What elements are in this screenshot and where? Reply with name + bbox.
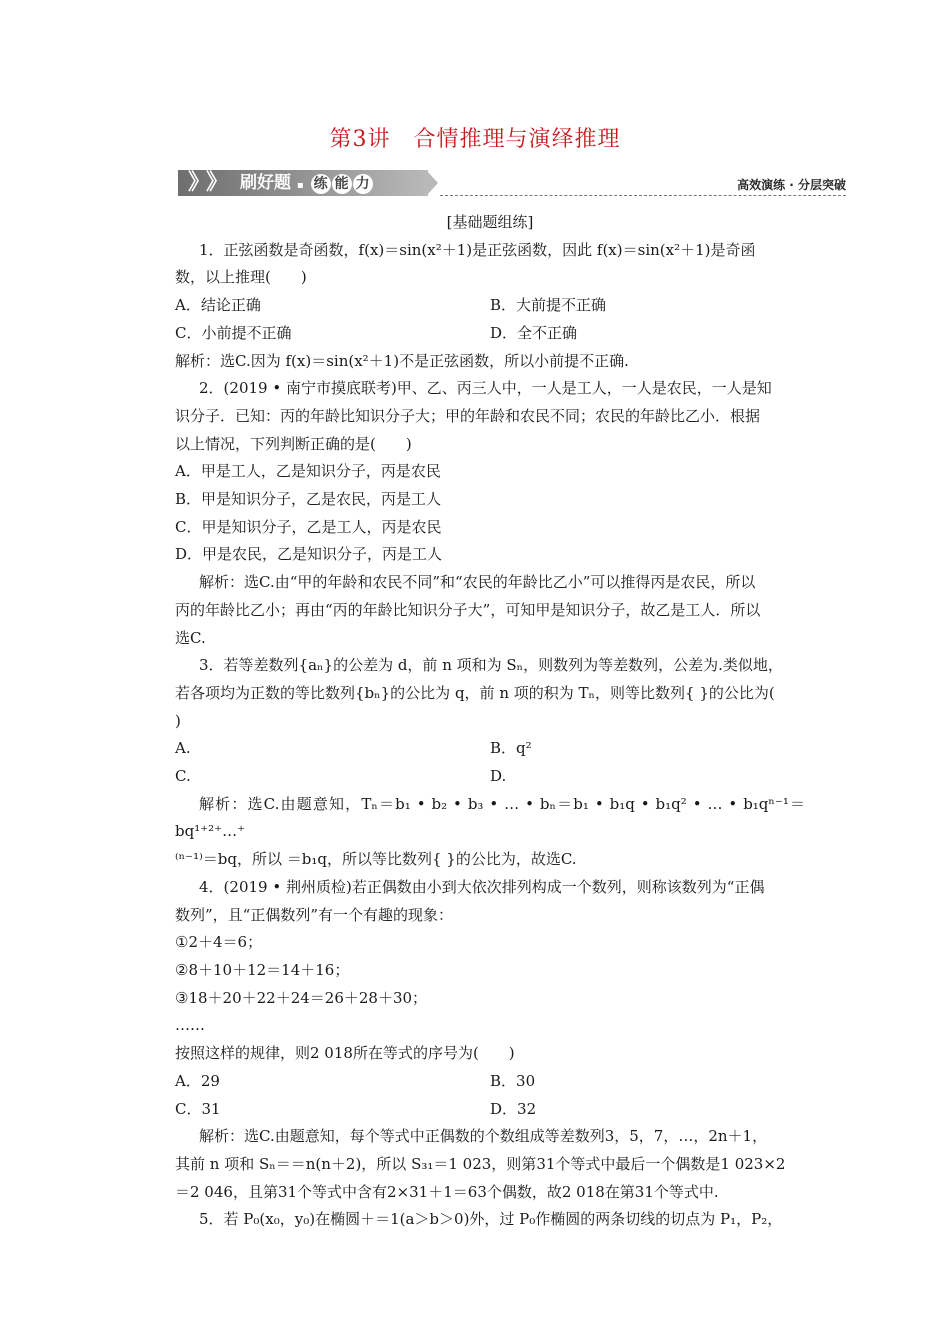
section-heading: [基础题组练] (446, 213, 534, 231)
options-row (175, 1068, 805, 1096)
banner-left-label (240, 170, 373, 196)
page-title: 第3讲 合情推理与演绎推理 (329, 127, 621, 152)
options-row (175, 763, 805, 791)
equation-line: ①2＋4＝6； (175, 933, 263, 952)
banner-right-label: 高效演练 · 分层突破 (737, 178, 846, 192)
text-line: 1．正弦函数是奇函数，f(x)＝sin(x²＋1)是正弦函数，因此 f(x)＝sin(x²＋1)是奇函 (199, 240, 756, 259)
option: C．甲是知识分子，乙是工人，丙是农民 (175, 517, 442, 536)
solution-line: 选C. (175, 628, 206, 647)
option: A．29 (175, 1071, 220, 1090)
option: C．小前提不正确 (175, 323, 292, 342)
option: D. (490, 767, 507, 786)
solution-line: 解析：选C.因为 f(x)＝sin(x²＋1)不是正弦函数，所以小前提不正确. (175, 351, 629, 370)
banner-rule (440, 195, 846, 196)
banner-label-a: 刷好题 (240, 173, 291, 193)
options-row (175, 320, 805, 348)
option: A．结论正确 (175, 296, 261, 315)
equation-line: ③18＋20＋22＋24＝26＋28＋30； (175, 988, 428, 1007)
text-line: 5．若 P₀(x₀，y₀)在椭圆＋＝1(a＞b＞0)外，过 P₀作椭圆的两条切线的切点为 P₁，P₂， (199, 1210, 783, 1229)
solution-line: 解析：选C.由题意知，Tₙ＝b₁ • b₂ • b₃ • … • bₙ＝b₁ • b₁q • b₁q² • … • b₁qⁿ⁻¹＝bq¹⁺²⁺…⁺ (175, 794, 805, 841)
text-line: 4．(2019 • 荆州质检)若正偶数由小到大依次排列构成一个数列，则称该数列为“正偶 (199, 877, 765, 896)
options-row (175, 292, 805, 320)
banner-arrow (426, 170, 438, 196)
text-line: 数列”，且“正偶数列”有一个有趣的现象： (175, 905, 454, 924)
solution-line: 其前 n 项和 Sₙ＝＝n(n＋2)，所以 S₃₁＝1 023，则第31个等式中最后一个偶数是1 023×2 (175, 1154, 786, 1173)
text-line: 若各项均为正数的等比数列{bₙ}的公比为 q，前 n 项的积为 Tₙ，则等比数列{ }的公比为( (175, 683, 775, 702)
text-line: 2．(2019 • 南宁市摸底联考)甲、乙、丙三人中，一人是工人，一人是农民，一人是知 (199, 379, 772, 398)
equation-line: ②8＋10＋12＝14＋16； (175, 960, 350, 979)
option: B．q² (490, 739, 532, 758)
text-line: 以上情况，下列判断正确的是( ) (175, 434, 412, 453)
option: B．30 (490, 1071, 536, 1090)
option: D．32 (490, 1099, 537, 1118)
chevron-icon: 》 (206, 170, 229, 195)
option: A．甲是工人，乙是知识分子，丙是农民 (175, 462, 441, 481)
option: B．大前提不正确 (490, 296, 607, 315)
options-row (175, 1096, 805, 1124)
section-banner (178, 166, 846, 198)
solution-line: 解析：选C.由“甲的年龄和农民不同”和“农民的年龄比乙小”可以推得丙是农民，所以 (199, 573, 756, 592)
solution-line: 解析：选C.由题意知，每个等式中正偶数的个数组成等差数列3，5，7，…，2n＋1， (199, 1127, 768, 1146)
text-line: 数，以上推理( ) (175, 268, 307, 287)
ellipsis-line: …… (175, 1016, 205, 1035)
solution-line: 丙的年龄比乙小；再由“丙的年龄比知识分子大”，可知甲是知识分子，故乙是工人．所以 (175, 600, 761, 619)
solution-line: ⁽ⁿ⁻¹⁾＝bq，所以 ＝b₁q，所以等比数列{ }的公比为，故选C. (175, 850, 577, 869)
text-line: 识分子．已知：丙的年龄比知识分子大；甲的年龄和农民不同；农民的年龄比乙小．根据 (175, 406, 761, 425)
text-line: 按照这样的规律，则2 018所在等式的序号为( ) (175, 1044, 515, 1063)
chevron-icon: 》 (188, 170, 211, 195)
banner-dot: ▪ (296, 180, 304, 191)
text-line: 3．若等差数列{aₙ}的公差为 d，前 n 项和为 Sₙ，则数列为等差数列，公差为.类似地， (199, 656, 783, 675)
option: B．甲是知识分子，乙是农民，丙是工人 (175, 490, 442, 509)
solution-line: ＝2 046，且第31个等式中含有2×31＋1＝63个偶数，故2 018在第31个等式中. (175, 1182, 719, 1201)
text-line: ) (175, 711, 181, 730)
banner-char: 能 (332, 174, 352, 194)
option: D．甲是农民，乙是知识分子，丙是工人 (175, 545, 443, 564)
option: C. (175, 767, 191, 786)
option: D．全不正确 (490, 323, 578, 342)
option: C．31 (175, 1099, 221, 1118)
banner-char: 力 (353, 174, 373, 194)
option: A. (175, 739, 191, 758)
banner-char: 练 (311, 174, 331, 194)
document-body (175, 209, 805, 1234)
options-row (175, 735, 805, 763)
